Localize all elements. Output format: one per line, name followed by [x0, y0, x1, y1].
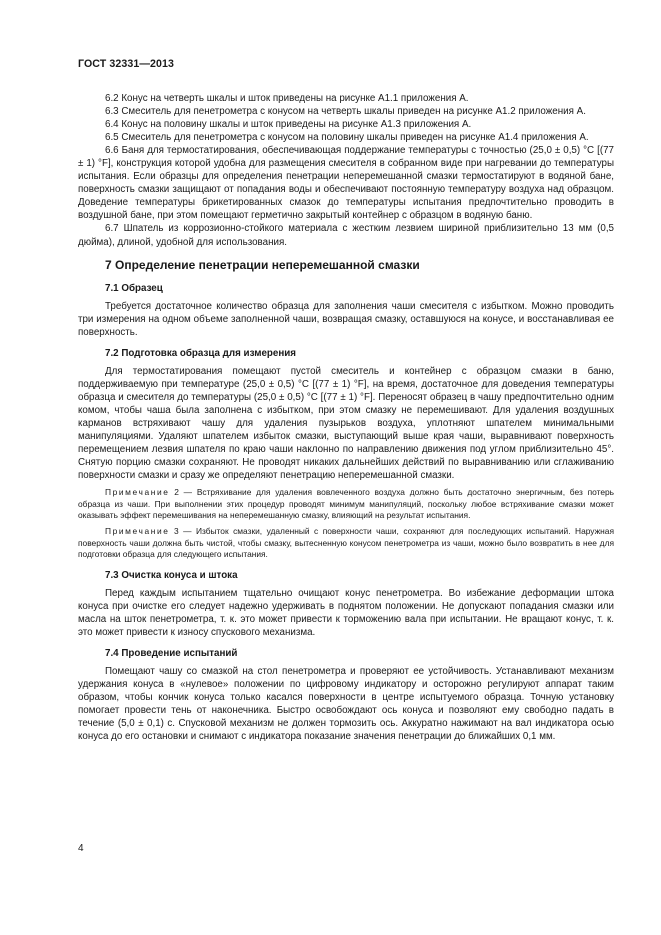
page-number: 4: [78, 843, 84, 854]
section-7-2-text: Для термостатирования помещают пустой смеситель и контейнер с образцом смазки в баню, поддерживаемую при температуре (25,0 ± 0,5) °С [(77 ± 1) °F], на время, достаточное для доведения температуры образца и смесителя до температуры (25,0 ± 0,5) °С [(77 ± 1) °F]. Переносят образец в чашу предпочтительно одним комом, чтобы чаша была заполнена с избытком, при этом смазку не перемешивают. Для удаления воздушных карманов встряхивают чашу для удаления пузырьков воздуха, уплотняют шпателем минимальными манипуляциями. Удаляют шпателем избыток смазки, выступающий выше края чаши, выравнивают поверхность перемещением лезвия шпателя по краю чаши наклонно по направлению движения под углом приблизительно 45°. Снятую порцию смазки сохраняют. Не проводят никаких дальнейших действий по выравниванию или сглаживанию поверхности смазки и сразу же определяют пенетрацию неперемешанной смазки.: [78, 365, 614, 482]
section-7-1-text: Требуется достаточное количество образца для заполнения чаши смесителя с избытком. Можно проводить три измерения на одном объеме заполненной чаши, возвращая смазку, оставшуюся на конусе, и восстанавливая ее поверхность.: [78, 300, 614, 338]
note-2: [78, 487, 614, 521]
note-2-text: 2 — Встряхивание для удаления вовлеченного воздуха должно быть достаточно энергичным, без потерь образца из чаши. При выполнении этих процедур проводят минимум манипуляций, поскольку любое встряхивание смазки может оказывать эффект перемешивания на неперемешанную смазку, влияющий на результат испытания.: [78, 487, 614, 521]
document-body: [78, 92, 614, 743]
note-3-label: Примечание: [105, 526, 170, 537]
section-7-3-text: Перед каждым испытанием тщательно очищают конус пенетрометра. Во избежание деформации штока конуса при очистке его следует надежно удерживать в поднятом положении. Не допускают попадания смазки или масла на шток пенетрометра, т. к. это может привести к торможению вала при испытании. Не вращают конус, т. к. это может привести к износу спускового механизма.: [78, 587, 614, 638]
section-7-4-text: Помещают чашу со смазкой на стол пенетрометра и проверяют ее устойчивость. Устанавливают механизм удержания конуса в «нулевое» положении по цифровому индикатору и осторожно регулируют аппарат таким образом, чтобы кончик конуса только касался поверхности в центре испытуемого образца. Точную установку помогает провести тень от наконечника. Быстро освобождают ось конуса и позволяют ему свободно падать в течение (5,0 ± 0,1) с. Спусковой механизм не должен тормозить ось. Аккуратно нажимают на вал индикатора осью конуса до его остановки и снимают с индикатора показание значения пенетрации до ближайших 0,1 мм.: [78, 665, 614, 743]
paragraph-6-6: 6.6 Баня для термостатирования, обеспечивающая поддержание температуры с точностью (25,0 ± 0,5) °С [(77 ± 1) °F], конструкция которой удобна для размещения смесителя в собранном виде при нагревании до температуры испытания. Если образцы для определения пенетрации неперемешанной смазки термостатируют в водяной бане, поверхность смазки защищают от попадания воды и обеспечивают постоянную температуру воздуха над образцом. Доведение температуры брикетированных смазок до температуры испытания предпочтительно проводить в воздушной бане, при этом помещают герметично закрытый контейнер с образцом в водяную баню.: [78, 145, 614, 222]
paragraph-6-7: 6.7 Шпатель из коррозионно-стойкого материала с жестким лезвием шириной приблизительно 13 мм (0,5 дюйма), длиной, удобной для использования.: [78, 223, 614, 248]
paragraph-6-5: 6.5 Смеситель для пенетрометра с конусом на половину шкалы приведен на рисунке А1.4 приложения А.: [105, 132, 589, 144]
note-3-text: 3 — Избыток смазки, удаленный с поверхности чаши, сохраняют для последующих испытаний. Наружная поверхность чаши должна быть чистой, чтобы смазку, вытесненную конусом пенетрометра из чаши, можно было возвратить в нее для подготовки образца для следующего испытания.: [78, 526, 614, 560]
paragraph-6-4: 6.4 Конус на половину шкалы и шток приведены на рисунке А1.3 приложения А.: [105, 119, 472, 131]
paragraph-6-2: 6.2 Конус на четверть шкалы и шток приведены на рисунке А1.1 приложения А.: [105, 93, 469, 104]
section-7-title: 7 Определение пенетрации неперемешанной смазки: [105, 257, 420, 272]
paragraph-6-3: 6.3 Смеситель для пенетрометра с конусом на четверть шкалы приведен на рисунке А1.2 приложения А.: [105, 106, 586, 118]
section-7-1-title: 7.1 Образец: [105, 282, 163, 294]
document-header: ГОСТ 32331—2013: [78, 58, 175, 70]
section-7-3-title: 7.3 Очистка конуса и штока: [105, 569, 238, 581]
note-2-label: Примечание: [105, 487, 170, 498]
section-7-2-title: 7.2 Подготовка образца для измерения: [105, 347, 296, 359]
section-7-4-title: 7.4 Проведение испытаний: [105, 647, 238, 659]
note-3: [78, 526, 614, 560]
